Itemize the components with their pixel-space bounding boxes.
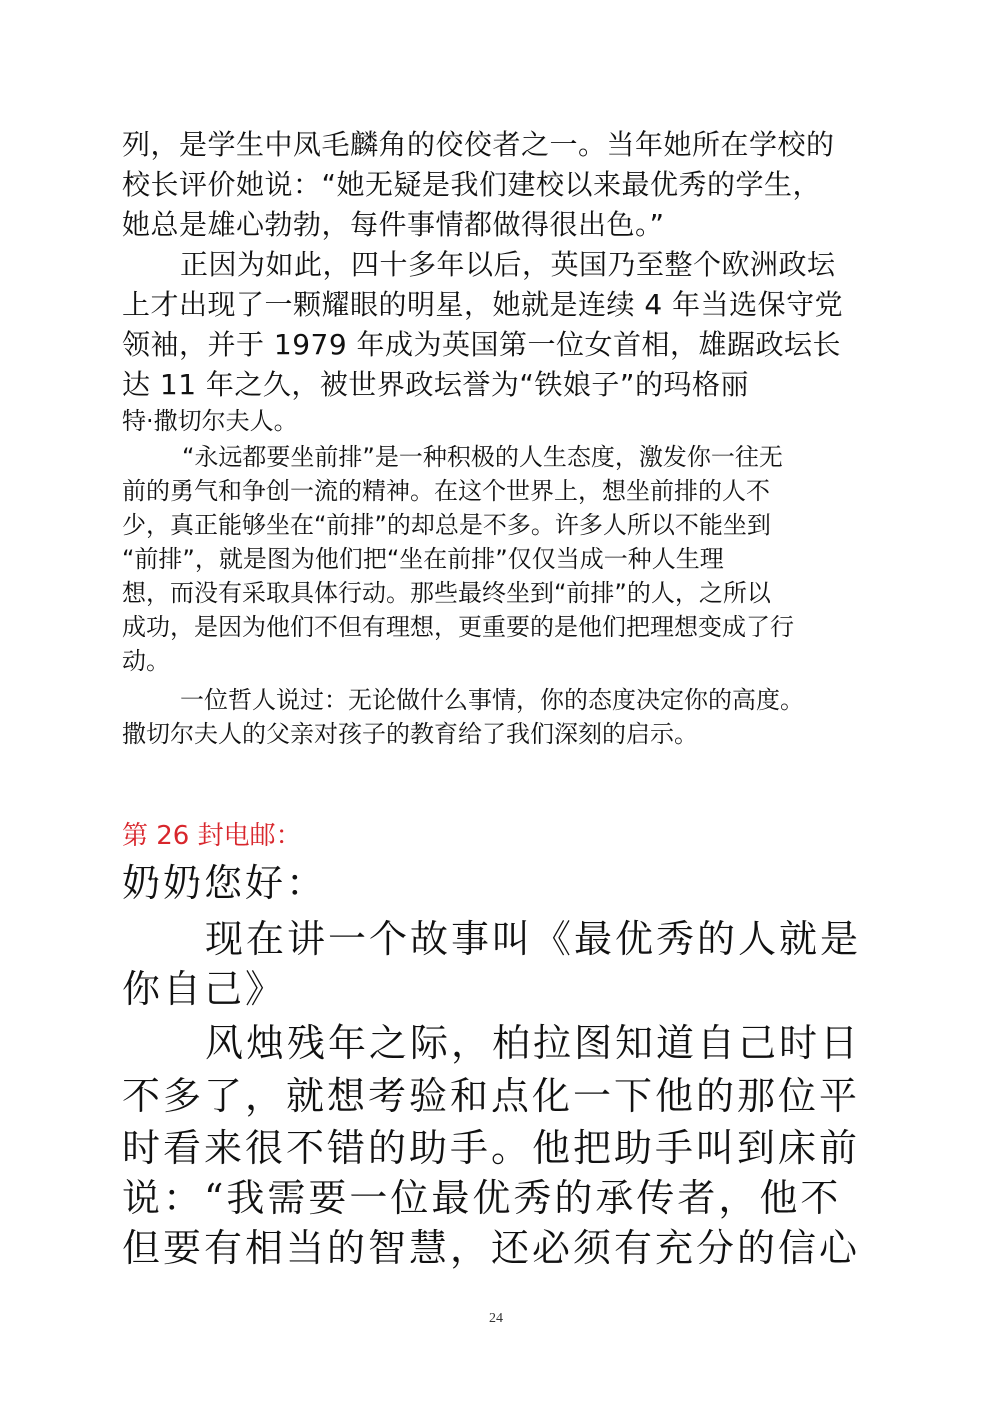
paragraph-line: 少，真正能够坐在“前排”的却总是不多。许多人所以不能坐到: [122, 511, 771, 539]
paragraph-line: “永远都要坐前排”是一种积极的人生态度，激发你一往无: [182, 443, 783, 471]
paragraph-line: 不多了，就想考验和点化一下他的那位平: [122, 1074, 861, 1118]
paragraph-line: 说：“我需要一位最优秀的承传者，他不: [122, 1176, 842, 1220]
paragraph-line: 她总是雄心勃勃，每件事情都做得很出色。”: [122, 208, 665, 241]
letter-greeting: 奶奶您好：: [122, 861, 328, 905]
paragraph-line: 你自己》: [122, 967, 287, 1011]
email-heading: 第 26 封电邮：: [122, 821, 302, 851]
paragraph-line: 但要有相当的智慧，还必须有充分的信心: [122, 1226, 861, 1270]
paragraph-line: 前的勇气和争创一流的精神。在这个世界上，想坐前排的人不: [122, 477, 770, 505]
paragraph-line: 领袖，并于 1979 年成为英国第一位女首相，雄踞政坛长: [122, 328, 842, 361]
paragraph-line: 现在讲一个故事叫《最优秀的人就是: [205, 917, 862, 961]
paragraph-line: 达 11 年之久，被世界政坛誉为“铁娘子”的玛格丽: [122, 368, 749, 401]
paragraph-line: 动。: [122, 647, 170, 675]
paragraph-line: 时看来很不错的助手。他把助手叫到床前: [122, 1126, 861, 1170]
paragraph-line: 想，而没有采取具体行动。那些最终坐到“前排”的人，之所以: [122, 579, 771, 607]
paragraph-line: 风烛残年之际，柏拉图知道自己时日: [205, 1021, 862, 1065]
paragraph-line: 特·撒切尔夫人。: [122, 407, 298, 435]
page-number: 24: [489, 1311, 503, 1326]
paragraph-line: 上才出现了一颗耀眼的明星，她就是连续 4 年当选保守党: [122, 288, 844, 321]
paragraph-line: 列，是学生中凤毛麟角的佼佼者之一。当年她所在学校的: [122, 128, 835, 161]
paragraph-line: 成功，是因为他们不但有理想，更重要的是他们把理想变成了行: [122, 613, 794, 641]
paragraph-line: 一位哲人说过：无论做什么事情，你的态度决定你的高度。: [180, 686, 804, 714]
paragraph-line: 正因为如此，四十多年以后，英国乃至整个欧洲政坛: [180, 248, 836, 281]
paragraph-line: “前排”，就是图为他们把“坐在前排”仅仅当成一种人生理: [122, 545, 724, 573]
paragraph-line: 撒切尔夫人的父亲对孩子的教育给了我们深刻的启示。: [122, 720, 698, 748]
paragraph-line: 校长评价她说：“她无疑是我们建校以来最优秀的学生，: [122, 168, 822, 201]
